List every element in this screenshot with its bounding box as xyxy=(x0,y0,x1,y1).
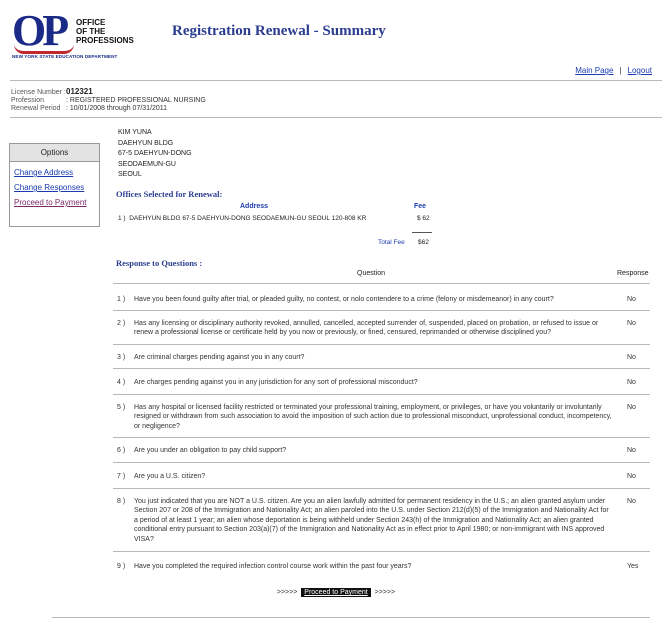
office-fee: $ 62 xyxy=(417,215,430,222)
offices-section-title: Offices Selected for Renewal: xyxy=(116,189,223,199)
main-page-link[interactable]: Main Page xyxy=(575,66,614,75)
question-row: 2 ) Has any licensing or disciplinary authority revoked, annulled, cancelled, accepted surrender of, suspended, placed on probation, or refused to issue or renew a professional license or certificate held by you now or previously, or fined, censured, reprimanded or otherwise disciplined you? No xyxy=(113,319,650,345)
page-title: Registration Renewal - Summary xyxy=(172,23,386,39)
question-text: You just indicated that you are NOT a U.S. citizen. Are you an alien lawfully admitted for permanent residency in the U.S.; an alien granted asylum under Section 207 or 208 of the Immigration and Nationality Act; an alien paroled into the U.S. under Section 212(d)(5) of the Immigration and Nationality Act for a period of at least 1 year; an alien whose deportation is being withheld under Section 243(h) of the Immigration and Nationality Act; an alien granted conditional entry pursuant to Section 203(a)(7) of the Immigration and Nationality Act as in effect prior to April 1980; or non-immigrant with INS approved VISA? xyxy=(134,498,609,543)
question-text: Has any hospital or licensed facility restricted or terminated your professional training, employment, or privileges, or have you voluntarily or involuntarily resigned or withdrawn from such association to avoid the imposition of such action due to professional misconduct, unprofessional conduct, incompetency, or negligence? xyxy=(134,404,612,430)
address-line: DAEHYUN BLDG xyxy=(118,139,174,147)
proceed-arrows-left: >>>>> xyxy=(276,589,298,596)
change-responses-link[interactable]: Change Responses xyxy=(14,183,85,192)
total-fee-value: $62 xyxy=(418,239,429,246)
renewal-period-value: : 10/01/2008 through 07/31/2011 xyxy=(66,105,168,112)
question-response: Yes xyxy=(627,563,639,570)
profession-value: : REGISTERED PROFESSIONAL NURSING xyxy=(66,97,206,104)
question-response: No xyxy=(627,404,636,411)
logo-swoosh xyxy=(14,44,74,54)
address-line: SEODAEMUN-GU xyxy=(118,160,176,168)
proceed-to-payment-button[interactable]: Proceed to Payment xyxy=(301,588,370,597)
question-row: 9 ) Have you completed the required infection control course work within the past four years? Yes xyxy=(117,563,639,570)
link-separator: | xyxy=(619,66,622,75)
question-row: 3 ) Are criminal charges pending against you in any court? No xyxy=(113,353,650,369)
top-links xyxy=(575,66,652,75)
question-response: No xyxy=(627,498,636,505)
address-line: KIM YUNA xyxy=(118,129,152,136)
license-number: 012321 xyxy=(66,87,93,96)
offices-address-header: Address xyxy=(240,203,269,210)
question-response: No xyxy=(627,354,636,361)
proceed-arrows-right: >>>>> xyxy=(374,589,396,596)
responses-header-divider xyxy=(113,283,650,284)
logo-text: OFFICE OF THE PROFESSIONS xyxy=(76,18,134,45)
question-row: 6 ) Are you under an obligation to pay child support? No xyxy=(113,446,650,463)
office-of-professions-logo xyxy=(12,6,134,62)
logout-link[interactable]: Logout xyxy=(627,66,652,75)
question-text: Has any licensing or disciplinary authority revoked, annulled, cancelled, accepted surrender of, suspended, placed on probation, or refused to issue or renew a professional license or certificate held by you now or previously, or fined, censured, reprimanded or otherwise disciplined you? xyxy=(134,320,599,337)
proceed-to-payment-link[interactable]: Proceed to Payment xyxy=(14,198,87,207)
question-response: No xyxy=(627,473,636,480)
question-response: No xyxy=(627,447,636,454)
question-row: 4 ) Are charges pending against you in any jurisdiction for any sort of professional misconduct? No xyxy=(113,378,650,395)
question-response: No xyxy=(627,296,636,303)
question-row: 8 ) You just indicated that you are NOT a U.S. citizen. Are you an alien lawfully admitted for permanent residency in the U.S.; an alien granted asylum under Section 207 or 208 of the Immigration and Nationality Act; an alien paroled into the U.S. under Section 212(d)(5) of the Immigration and Nationality Act for a period of at least 1 year; an alien whose deportation is being withheld under Section 243(h) of the Immigration and Nationality Act; an alien granted conditional entry pursuant to Section 203(a)(7) of the Immigration and Nationality Act as in effect prior to April 1980; or non-immigrant with INS approved VISA? No xyxy=(113,497,650,552)
responses-section-title: Response to Questions : xyxy=(116,258,203,268)
fee-total-line xyxy=(412,232,432,233)
question-text: Are you a U.S. citizen? xyxy=(134,473,206,480)
question-text: Are criminal charges pending against you in any court? xyxy=(134,354,305,361)
profession-label: Profession xyxy=(11,97,45,104)
license-info xyxy=(11,88,206,113)
options-panel xyxy=(9,143,100,227)
offices-fee-header: Fee xyxy=(414,203,427,210)
question-column-header: Question xyxy=(357,270,386,277)
logo-letters: OP xyxy=(12,6,66,55)
logo-department: NEW YORK STATE EDUCATION DEPARTMENT xyxy=(12,54,118,59)
question-text: Have you completed the required infection control course work within the past four years? xyxy=(134,563,412,570)
question-response: No xyxy=(627,320,636,327)
info-divider xyxy=(10,117,662,118)
address-line: 67-5 DAEHYUN-DONG xyxy=(118,150,192,157)
options-header: Options xyxy=(10,144,99,162)
question-text: Have you been found guilty after trial, or pleaded guilty, no contest, or nolo contendere to a crime (felony or misdemeanor) in any court? xyxy=(134,296,554,303)
total-fee-label: Total Fee xyxy=(378,239,405,246)
question-response: No xyxy=(627,379,636,386)
proceed-bar xyxy=(0,588,672,597)
question-text: Are charges pending against you in any jurisdiction for any sort of professional misconduct? xyxy=(134,379,418,386)
question-row: 7 ) Are you a U.S. citizen? No xyxy=(113,472,650,489)
question-row: 5 ) Has any hospital or licensed facility restricted or terminated your professional training, employment, or privileges, or have you voluntarily or involuntarily resigned or withdrawn from such association to avoid the imposition of such action due to professional misconduct, unprofessional conduct, incompetency, or negligence? No xyxy=(113,403,650,438)
question-text: Are you under an obligation to pay child support? xyxy=(134,447,287,454)
address-line: SEOUL xyxy=(118,171,142,178)
renewal-period-label: Renewal Period xyxy=(11,105,61,112)
footer-divider xyxy=(52,617,650,618)
license-number-label: License Number : xyxy=(11,89,66,96)
office-row: 1 ) DAEHYUN BLDG 67-5 DAEHYUN-DONG SEODAEMUN-GU SEOUL 120-808 KR xyxy=(118,215,367,222)
change-address-link[interactable]: Change Address xyxy=(14,168,74,177)
response-column-header: Response xyxy=(617,270,649,277)
question-row: 1 ) Have you been found guilty after trial, or pleaded guilty, no contest, or nolo contendere to a crime (felony or misdemeanor) in any court? No xyxy=(113,295,650,311)
mailing-address xyxy=(118,128,192,181)
header-divider xyxy=(10,80,662,81)
